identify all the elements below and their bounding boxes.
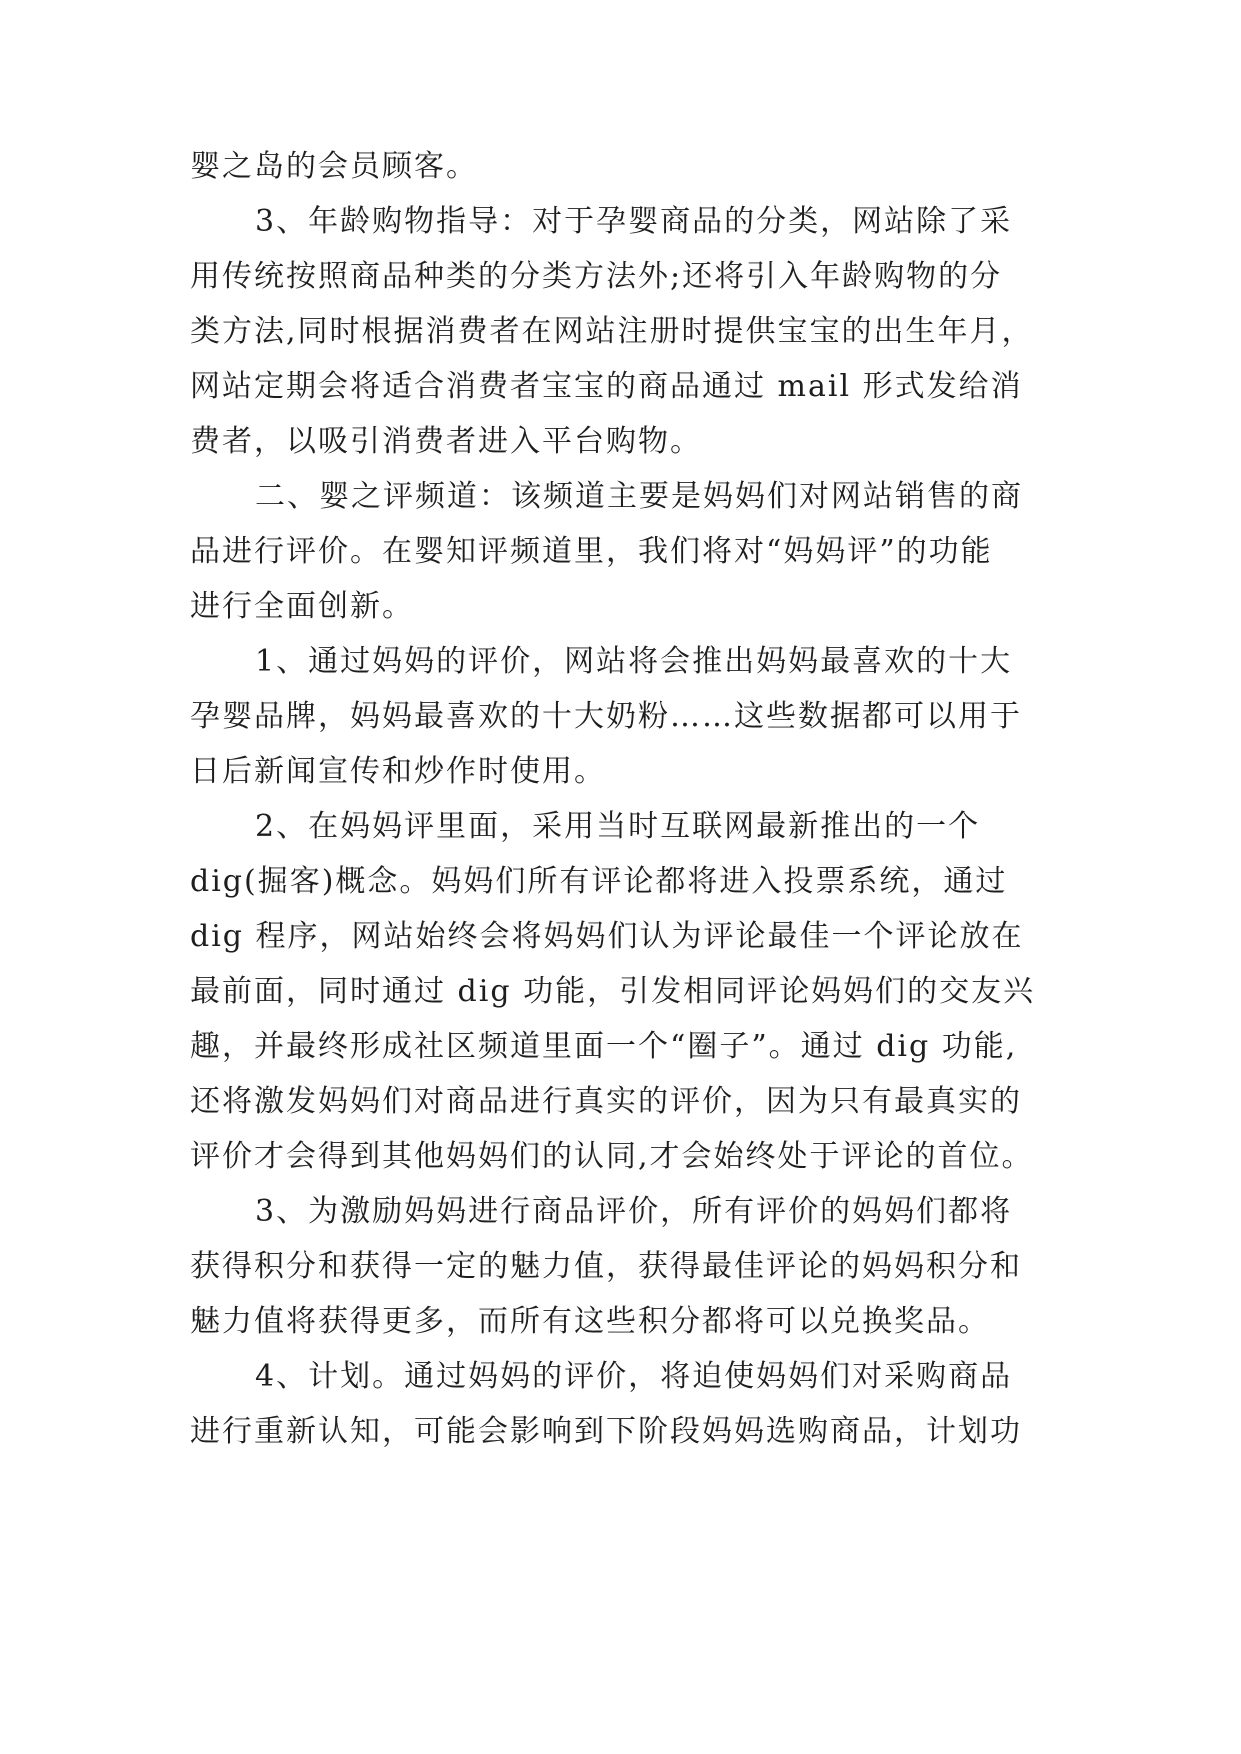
text-line-1: 婴之岛的会员顾客。 — [190, 149, 478, 184]
text-line-10: 1、通过妈妈的评价，网站将会推出妈妈最喜欢的十大 — [255, 644, 1013, 679]
text-line-21: 获得积分和获得一定的魅力值，获得最佳评论的妈妈积分和 — [190, 1249, 1022, 1284]
text-line-17: 趣，并最终形成社区频道里面一个“圈子”。通过 dig 功能, — [190, 1029, 1018, 1064]
text-line-6: 费者，以吸引消费者进入平台购物。 — [190, 424, 702, 459]
text-line-7: 二、婴之评频道：该频道主要是妈妈们对网站销售的商 — [255, 479, 1023, 514]
text-line-24: 进行重新认知，可能会影响到下阶段妈妈选购商品，计划功 — [190, 1414, 1022, 1449]
text-line-23: 4、计划。通过妈妈的评价，将迫使妈妈们对采购商品 — [255, 1359, 1013, 1394]
text-line-18: 还将激发妈妈们对商品进行真实的评价，因为只有最真实的 — [190, 1084, 1022, 1119]
text-line-2: 3、年龄购物指导：对于孕婴商品的分类，网站除了采 — [255, 204, 1013, 239]
text-line-12: 日后新闻宣传和炒作时使用。 — [190, 754, 606, 789]
text-line-11: 孕婴品牌，妈妈最喜欢的十大奶粉……这些数据都可以用于 — [190, 699, 1022, 734]
text-line-8: 品进行评价。在婴知评频道里，我们将对“妈妈评”的功能 — [190, 534, 993, 569]
text-line-16: 最前面，同时通过 dig 功能，引发相同评论妈妈们的交友兴 — [190, 974, 1036, 1009]
text-line-14: dig(掘客)概念。妈妈们所有评论都将进入投票系统，通过 — [190, 864, 1008, 899]
text-line-9: 进行全面创新。 — [190, 589, 414, 624]
text-line-3: 用传统按照商品种类的分类方法外;还将引入年龄购物的分 — [190, 259, 1003, 294]
text-line-22: 魅力值将获得更多，而所有这些积分都将可以兑换奖品。 — [190, 1304, 990, 1339]
text-line-20: 3、为激励妈妈进行商品评价，所有评价的妈妈们都将 — [255, 1194, 1013, 1229]
text-line-13: 2、在妈妈评里面，采用当时互联网最新推出的一个 — [255, 809, 981, 844]
text-line-5: 网站定期会将适合消费者宝宝的商品通过 mail 形式发给消 — [190, 369, 1023, 404]
text-line-4: 类方法,同时根据消费者在网站注册时提供宝宝的出生年月， — [190, 314, 1034, 349]
text-line-19: 评价才会得到其他妈妈们的认同,才会始终处于评论的首位。 — [190, 1139, 1034, 1174]
text-line-15: dig 程序，网站始终会将妈妈们认为评论最佳一个评论放在 — [190, 919, 1024, 954]
